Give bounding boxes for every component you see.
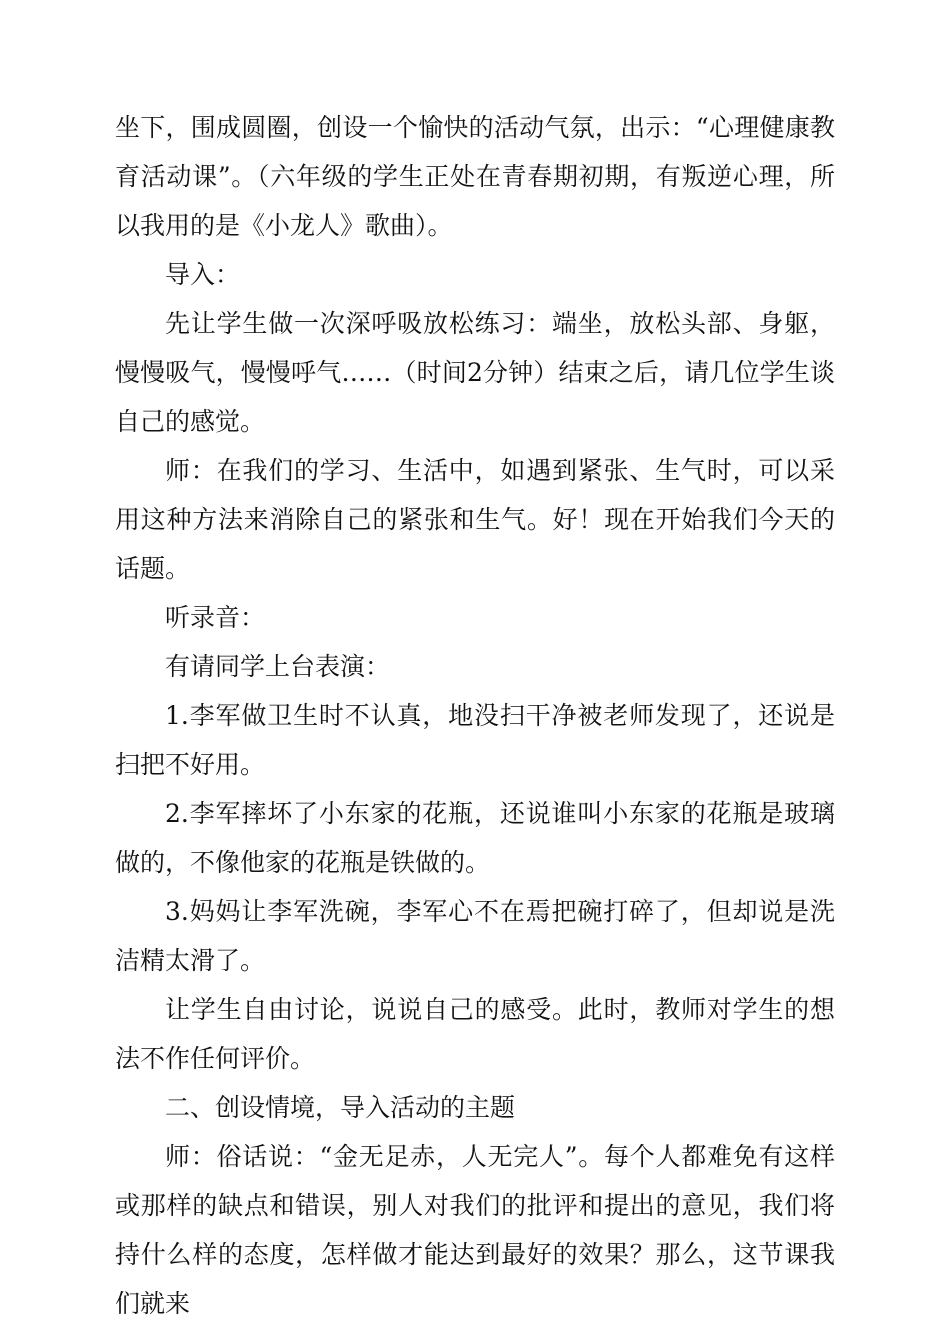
paragraph-listen-recording: 听录音： bbox=[165, 603, 266, 632]
paragraph-scenario-2: 2.李军摔坏了小东家的花瓶，还说谁叫小东家的花瓶是玻璃做的，不像他家的花瓶是铁做的。 bbox=[115, 799, 835, 877]
section-heading-2: 二、创设情境，导入活动的主题 bbox=[165, 1093, 516, 1122]
paragraph-breathing-exercise: 先让学生做一次深呼吸放松练习：端坐，放松头部、身躯，慢慢吸气，慢慢呼气……（时间2分钟）结束之后，请几位学生谈自己的感觉。 bbox=[115, 309, 835, 436]
paragraph-intro-heading: 导入： bbox=[165, 260, 241, 289]
paragraph-teacher-remark: 师：在我们的学习、生活中，如遇到紧张、生气时，可以采用这种方法来消除自己的紧张和生气。好！现在开始我们今天的话题。 bbox=[115, 456, 835, 583]
paragraph-scenario-3: 3.妈妈让李军洗碗，李军心不在焉把碗打碎了，但却说是洗洁精太滑了。 bbox=[115, 897, 835, 975]
paragraph-opening: 坐下，围成圆圈，创设一个愉快的活动气氛，出示：“心理健康教育活动课”。（六年级的学生正处在青春期初期，有叛逆心理，所以我用的是《小龙人》歌曲）。 bbox=[115, 113, 835, 240]
paragraph-scenario-1: 1.李军做卫生时不认真，地没扫干净被老师发现了，还说是扫把不好用。 bbox=[115, 701, 835, 779]
document-page bbox=[115, 103, 835, 1328]
paragraph-proverb: 师：俗话说：“金无足赤，人无完人”。每个人都难免有这样或那样的缺点和错误，别人对我们的批评和提出的意见，我们将持什么样的态度，怎样做才能达到最好的效果？那么，这节课我们就来 bbox=[115, 1142, 835, 1318]
paragraph-performance: 有请同学上台表演： bbox=[165, 652, 391, 681]
paragraph-free-discussion: 让学生自由讨论，说说自己的感受。此时，教师对学生的想法不作任何评价。 bbox=[115, 995, 835, 1073]
